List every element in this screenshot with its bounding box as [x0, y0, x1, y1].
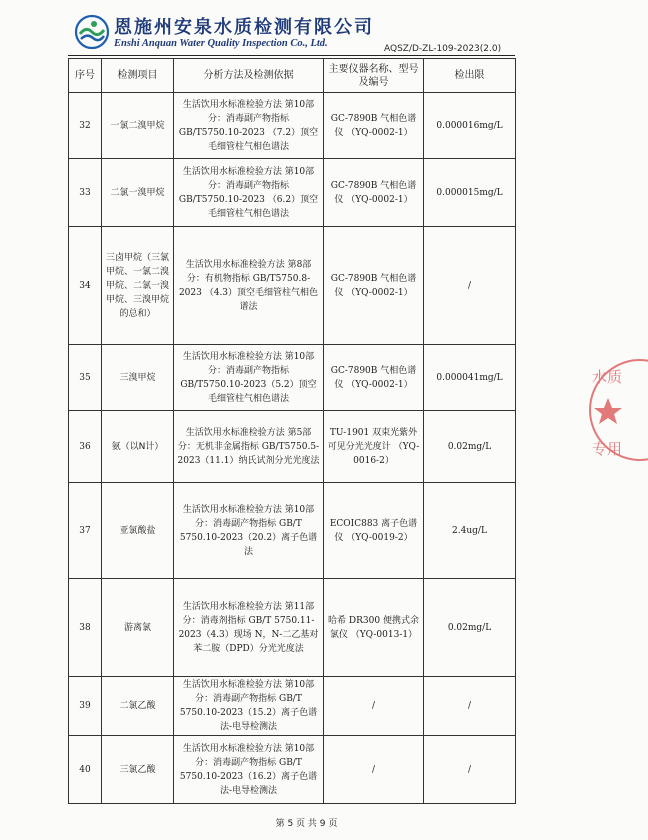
row-number: 35 [69, 345, 102, 411]
row-number: 33 [69, 159, 102, 227]
header-rule [68, 55, 515, 56]
column-header-method: 分析方法及检测依据 [174, 59, 324, 93]
inspection-seal-stamp [588, 340, 648, 480]
table-row [69, 483, 516, 579]
test-method: 生活饮用水标准检验方法 第10部分：消毒副产物指标 GB/T5750.10-2023 （7.2）顶空毛细管柱气相色谱法 [174, 93, 324, 159]
test-item: 三卤甲烷（三氯甲烷、一氯二溴甲烷、二氯一溴甲烷、三溴甲烷的总和） [102, 227, 174, 345]
test-item: 三溴甲烷 [102, 345, 174, 411]
seal-ring-icon [588, 340, 648, 480]
row-number: 34 [69, 227, 102, 345]
test-method: 生活饮用水标准检验方法 第8部分：有机物指标 GB/T5750.8-2023 （4.3）顶空毛细管柱气相色谱法 [174, 227, 324, 345]
instrument: / [324, 677, 424, 736]
detection-limit: 0.000016mg/L [424, 93, 516, 159]
table-row [69, 579, 516, 677]
test-item: 三氯乙酸 [102, 736, 174, 804]
table-row [69, 345, 516, 411]
column-header-no: 序号 [69, 59, 102, 93]
test-item: 游离氯 [102, 579, 174, 677]
instrument: GC-7890B 气相色谱仪 （YQ-0002-1） [324, 159, 424, 227]
company-logo-icon [74, 14, 110, 50]
table-row [69, 227, 516, 345]
instrument: ECOIC883 离子色谱仪 （YQ-0019-2） [324, 483, 424, 579]
row-number: 36 [69, 411, 102, 483]
detection-limit: / [424, 736, 516, 804]
document-code: AQSZ/D-ZL-109-2023(2.0) [384, 44, 502, 54]
detection-limit: 2.4ug/L [424, 483, 516, 579]
test-method: 生活饮用水标准检验方法 第10部分：消毒副产物指标 GB/T5750.10-2023（5.2）顶空毛细管柱气相色谱法 [174, 345, 324, 411]
instrument: TU-1901 双束光紫外可见分光光度计 （YQ-0016-2） [324, 411, 424, 483]
test-method: 生活饮用水标准检验方法 第5部分：无机非金属指标 GB/T5750.5-2023（11.1）纳氏试剂分光光度法 [174, 411, 324, 483]
seal-text-bottom: 专用 [592, 440, 623, 458]
table-row [69, 677, 516, 736]
instrument: GC-7890B 气相色谱仪 （YQ-0002-1） [324, 227, 424, 345]
table-row [69, 411, 516, 483]
table-row [69, 159, 516, 227]
test-item: 二氯乙酸 [102, 677, 174, 736]
company-name-en: Enshi Anquan Water Quality Inspection Co., Ltd. [114, 38, 328, 49]
row-number: 32 [69, 93, 102, 159]
test-method: 生活饮用水标准检验方法 第10部分：消毒副产物指标 GB/T 5750.10-2023（20.2）离子色谱法 [174, 483, 324, 579]
row-number: 37 [69, 483, 102, 579]
detection-limit: 0.000015mg/L [424, 159, 516, 227]
table-row [69, 93, 516, 159]
instrument: GC-7890B 气相色谱仪 （YQ-0002-1） [324, 93, 424, 159]
report-header [0, 0, 613, 60]
test-method: 生活饮用水标准检验方法 第10部分：消毒副产物指标 GB/T5750.10-2023 （6.2）顶空毛细管柱气相色谱法 [174, 159, 324, 227]
detection-limit: / [424, 227, 516, 345]
detection-limit: 0.000041mg/L [424, 345, 516, 411]
detection-limit: 0.02mg/L [424, 411, 516, 483]
company-name-cn: 恩施州安泉水质检测有限公司 [114, 17, 374, 38]
test-method: 生活饮用水标准检验方法 第11部分：消毒剂指标 GB/T 5750.11-2023（4.3）现场 N，N-二乙基对苯二胺（DPD）分光光度法 [174, 579, 324, 677]
table-row [69, 736, 516, 804]
column-header-instrument: 主要仪器名称、型号及编号 [324, 59, 424, 93]
test-method: 生活饮用水标准检验方法 第10部分：消毒副产物指标 GB/T 5750.10-2023（16.2）离子色谱法-电导检测法 [174, 736, 324, 804]
row-number: 40 [69, 736, 102, 804]
test-item: 氨（以N计） [102, 411, 174, 483]
instrument: / [324, 736, 424, 804]
test-item: 亚氯酸盐 [102, 483, 174, 579]
column-header-limit: 检出限 [424, 59, 516, 93]
row-number: 39 [69, 677, 102, 736]
detection-limit: / [424, 677, 516, 736]
seal-text-top: 水质 [592, 368, 623, 386]
table-header-row [69, 59, 516, 93]
inspection-method-table [68, 58, 516, 804]
test-item: 二氯一溴甲烷 [102, 159, 174, 227]
test-item: 一氯二溴甲烷 [102, 93, 174, 159]
page-number: 第 5 页 共 9 页 [275, 819, 338, 829]
detection-limit: 0.02mg/L [424, 579, 516, 677]
row-number: 38 [69, 579, 102, 677]
column-header-item: 检测项目 [102, 59, 174, 93]
instrument: 哈希 DR300 便携式余氯仪 （YQ-0013-1） [324, 579, 424, 677]
instrument: GC-7890B 气相色谱仪 （YQ-0002-1） [324, 345, 424, 411]
test-method: 生活饮用水标准检验方法 第10部分：消毒副产物指标 GB/T 5750.10-2023（15.2）离子色谱法-电导检测法 [174, 677, 324, 736]
